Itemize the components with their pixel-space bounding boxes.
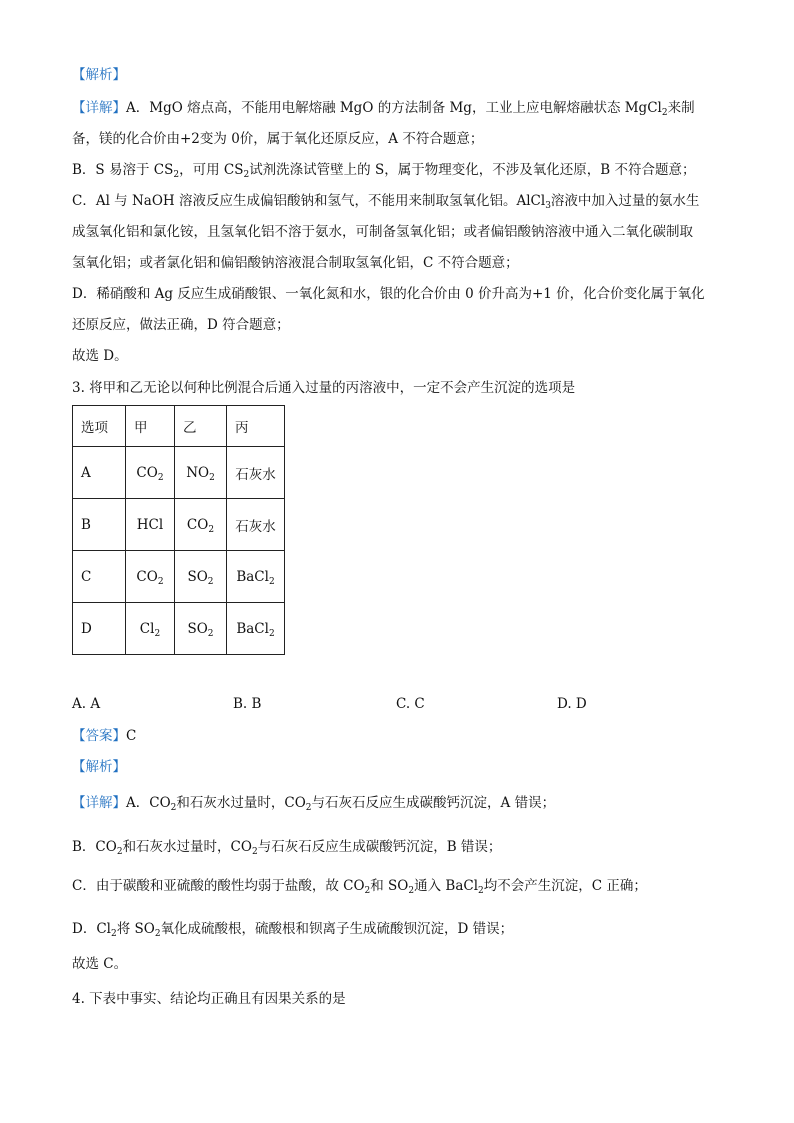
options-table xyxy=(72,405,285,655)
text-b3: 试剂洗涤试管壁上的 S，属于物理变化，不涉及氧化还原，B 不符合题意； xyxy=(249,162,696,178)
table-row xyxy=(73,447,285,499)
detail-line-c1 xyxy=(72,192,699,210)
text-a1: A．MgO 熔点高，不能用电解熔融 MgO 的方法制备 Mg，工业上应电解熔融状态 MgCl xyxy=(126,100,662,116)
table-row xyxy=(73,551,285,603)
text-c1b: 溶液中加入过量的氨水生 xyxy=(550,193,700,209)
conclusion-1: 故选 D。 xyxy=(72,348,128,364)
detail-line-a2: 备，镁的化合价由+2变为 0价，属于氧化还原反应，A 不符合题意； xyxy=(72,131,484,147)
cell-jia: HCl xyxy=(126,499,175,551)
cell-yi: $CO_2$ xyxy=(175,499,227,551)
detail-line-d2: 还原反应，做法正确，D 符合题意； xyxy=(72,317,290,333)
detail-line-2a: 【详解】A．$CO_2$和石灰水过量时，$CO_2$与石灰石反应生成碳酸钙沉淀，A 错误； xyxy=(72,795,556,813)
detail-tag-2: 【详解】 xyxy=(72,795,126,811)
conclusion-2: 故选 C。 xyxy=(72,956,128,972)
detail-line-d1: D．稀硝酸和 Ag 反应生成硝酸银、一氧化氮和水，银的化合价由 0 价升高为+1 价，化合价变化属于氧化 xyxy=(72,286,705,302)
detail-line-c3: 氢氧化铝；或者氯化铝和偏铝酸钠溶液混合制取氢氧化铝，C 不符合题意； xyxy=(72,255,519,271)
detail-line-2b: B．$CO_2$和石灰水过量时，$CO_2$与石灰石反应生成碳酸钙沉淀，B 错误； xyxy=(72,839,502,857)
cell-yi: $SO_2$ xyxy=(175,551,227,603)
table-row xyxy=(73,499,285,551)
sub-b1: 2 xyxy=(173,170,180,180)
cell-option: B xyxy=(73,499,126,551)
question-3-stem: 3. 将甲和乙无论以何种比例混合后通入过量的丙溶液中，一定不会产生沉淀的选项是 xyxy=(72,380,576,396)
text-b2: ，可用 CS xyxy=(179,162,244,178)
cell-jia: $CO_2$ xyxy=(126,447,175,499)
cell-yi: $NO_2$ xyxy=(175,447,227,499)
analysis-tag-2: 【解析】 xyxy=(72,759,126,775)
header-cell: 选项 xyxy=(73,406,126,447)
answer-value: C xyxy=(126,728,137,744)
sub-a1: 2 xyxy=(661,108,668,118)
detail-line-2d: D．$Cl_2$将 $SO_2$氧化成硫酸根，硫酸根和钡离子生成硫酸钡沉淀，D 错误； xyxy=(72,921,514,939)
cell-option: C xyxy=(73,551,126,603)
cell-jia: $Cl_2$ xyxy=(126,603,175,655)
cell-yi: $SO_2$ xyxy=(175,603,227,655)
text-b1: B．S 易溶于 CS xyxy=(72,162,174,178)
cell-option: D xyxy=(73,603,126,655)
cell-bing: BaCl$_2$ xyxy=(227,603,285,655)
cell-bing: 石灰水 xyxy=(227,499,285,551)
cell-option: A xyxy=(73,447,126,499)
sub-c1: 3 xyxy=(545,201,551,211)
table-header-row xyxy=(73,406,285,447)
answer-tag: 【答案】 xyxy=(72,728,126,744)
answer-line xyxy=(72,727,136,745)
text-c1a: C．Al 与 NaOH 溶液反应生成偏铝酸钠和氢气，不能用来制取氢氧化铝。AlCl xyxy=(72,193,546,209)
cell-bing: 石灰水 xyxy=(227,447,285,499)
question-4-stem: 4. 下表中事实、结论均正确且有因果关系的是 xyxy=(72,991,346,1007)
header-cell: 乙 xyxy=(175,406,227,447)
choice-d[interactable]: D. D xyxy=(557,696,587,712)
analysis-tag-1: 【解析】 xyxy=(72,67,126,83)
cell-jia: $CO_2$ xyxy=(126,551,175,603)
choice-b[interactable]: B. B xyxy=(233,696,262,712)
header-cell: 甲 xyxy=(126,406,175,447)
sub-b2: 2 xyxy=(243,170,250,180)
detail-tag-1: 【详解】 xyxy=(72,100,126,116)
detail-line-c2: 成氢氧化铝和氯化铵，且氢氧化铝不溶于氨水，可制备氢氧化铝；或者偏铝酸钠溶液中通入二氧化碳制取 xyxy=(72,224,693,240)
text-a1-end: 来制 xyxy=(667,100,695,116)
detail-line-b xyxy=(72,161,695,179)
detail-line-2c: C．由于碳酸和亚硫酸的酸性均弱于盐酸，故 $CO_2$和 $SO_2$通入 BaCl$_2$均不会产生沉淀，C 正确； xyxy=(72,878,647,896)
header-cell: 丙 xyxy=(227,406,285,447)
detail-line-a1 xyxy=(72,99,695,117)
cell-bing: BaCl$_2$ xyxy=(227,551,285,603)
choice-a[interactable]: A. A xyxy=(72,696,101,712)
table-row xyxy=(73,603,285,655)
choice-c[interactable]: C. C xyxy=(396,696,425,712)
